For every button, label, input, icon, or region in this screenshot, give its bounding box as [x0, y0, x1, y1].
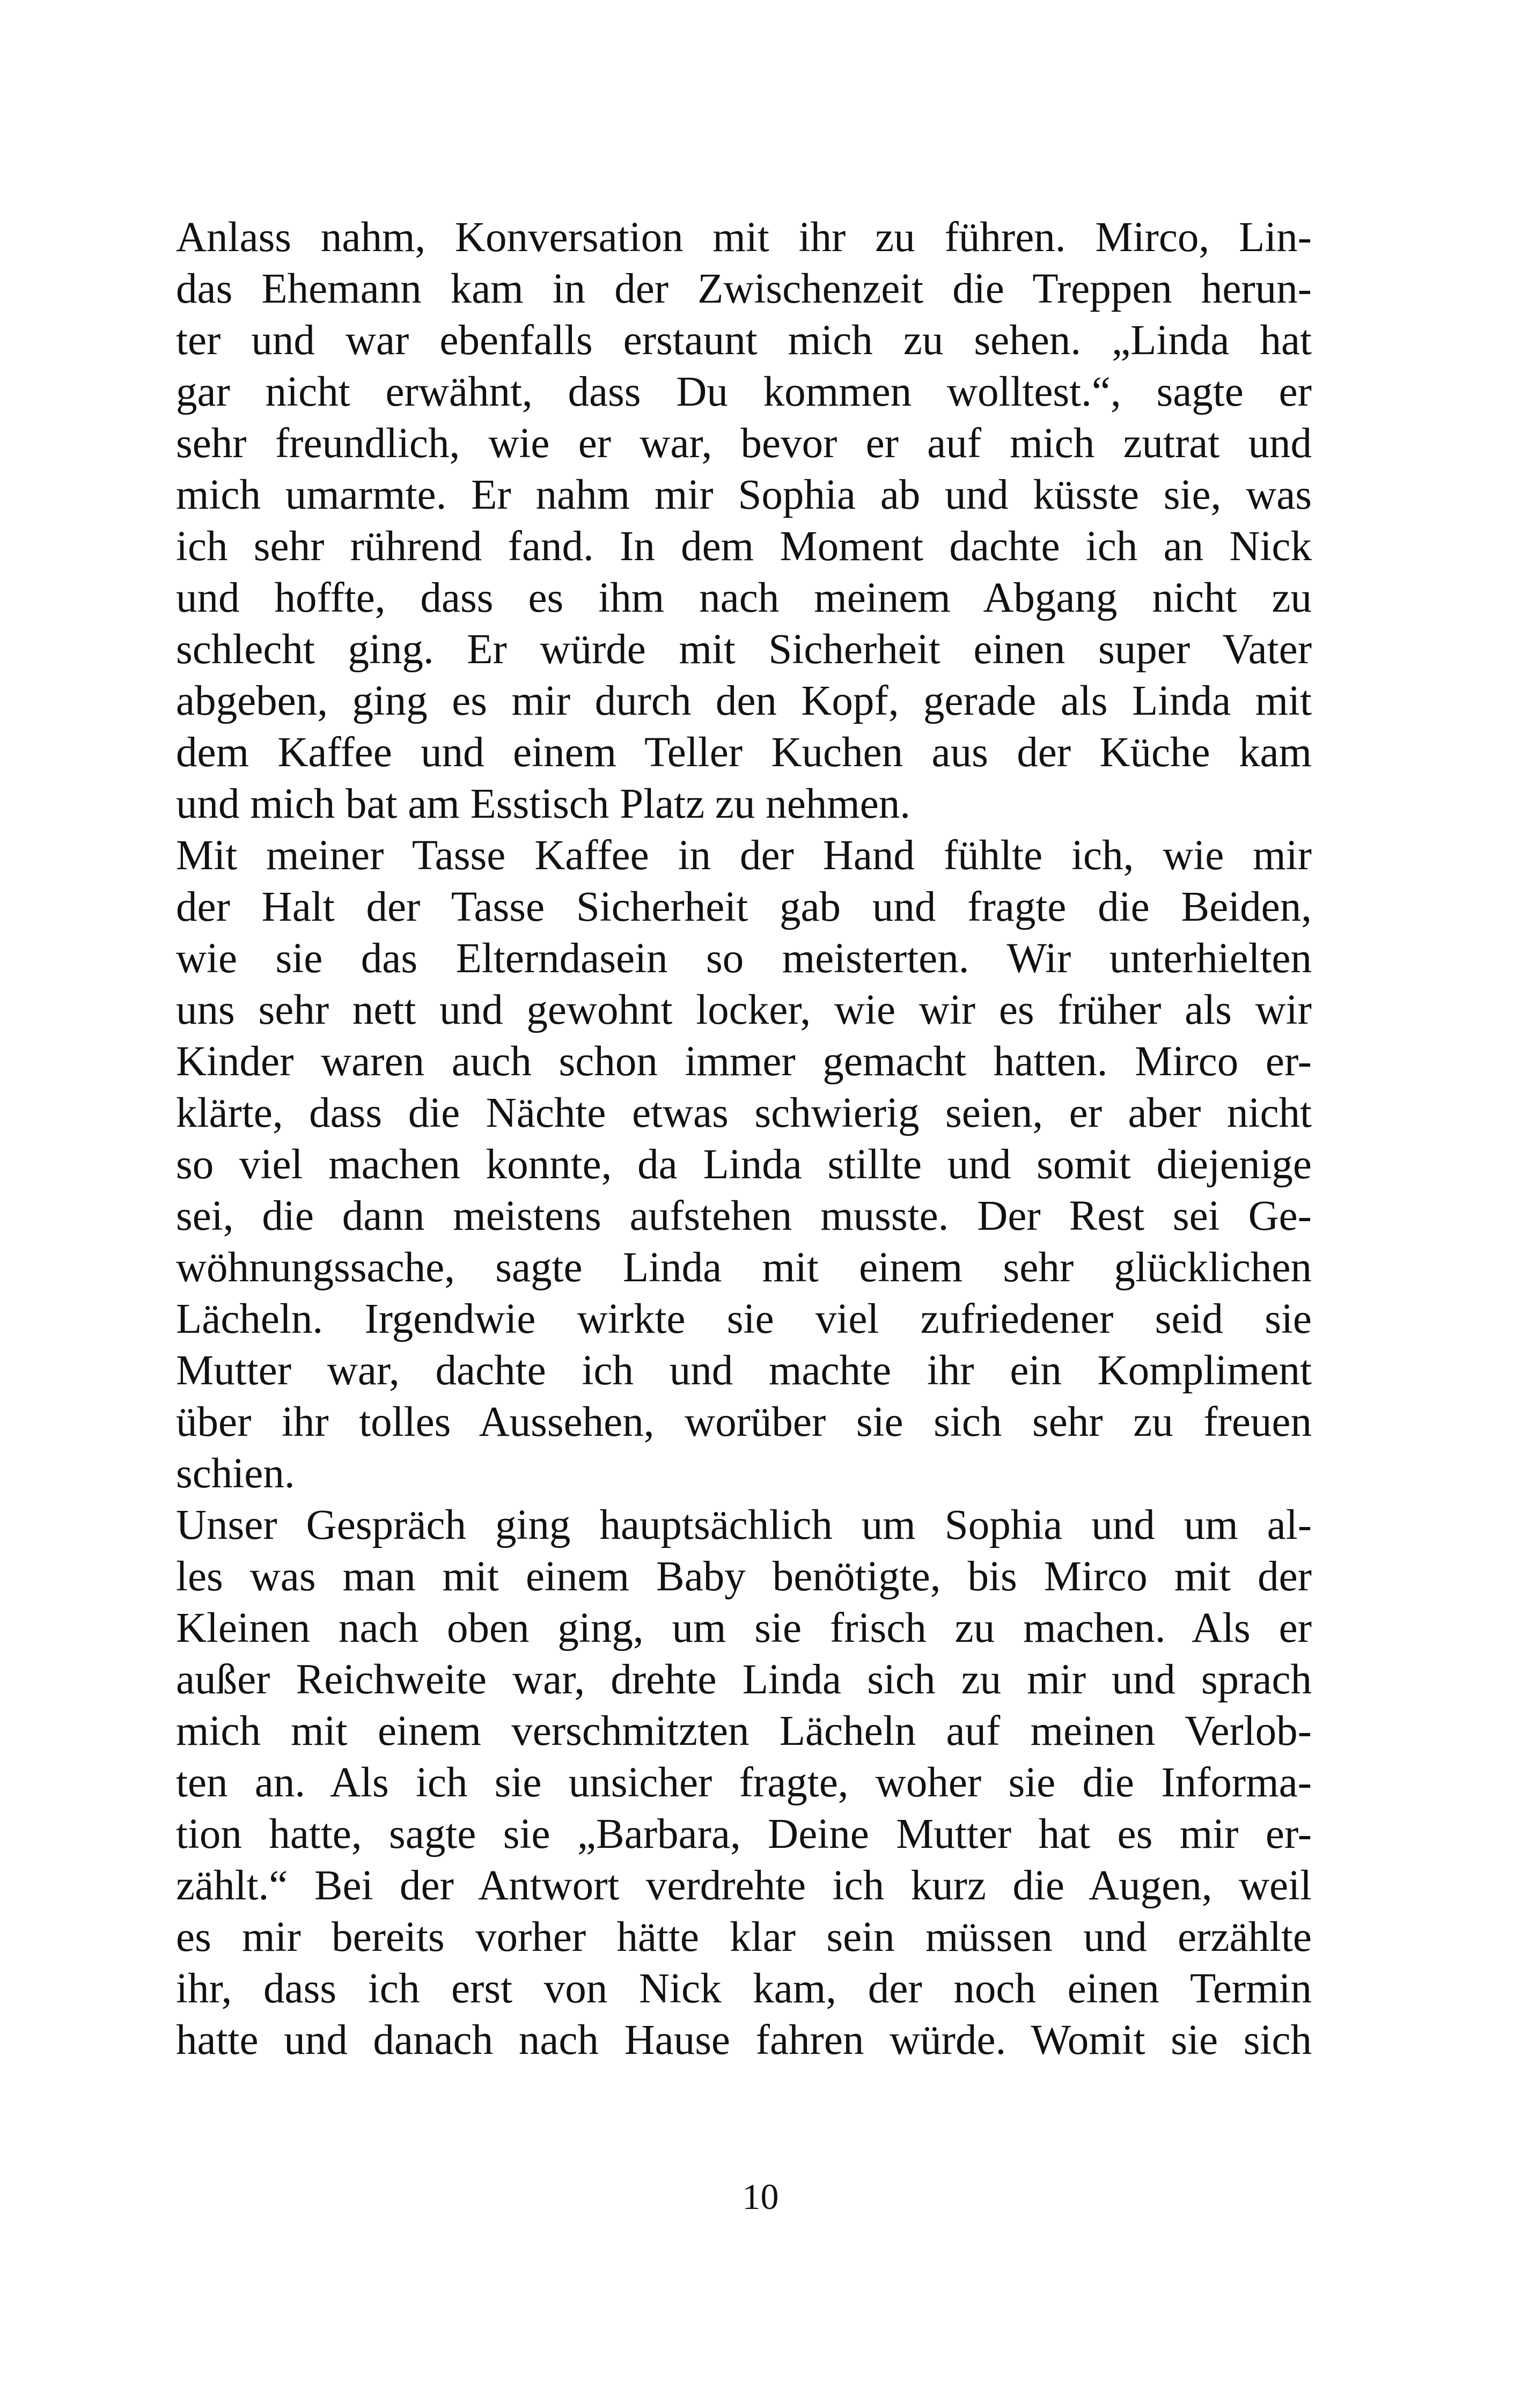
text-line: und mich bat am Esstisch Platz zu nehmen.: [176, 781, 911, 827]
text-line: Kinder waren auch schon immer gemacht hatten. Mirco er-: [176, 1038, 1312, 1085]
text-line: über ihr tolles Aussehen, worüber sie sich sehr zu freuen: [176, 1399, 1312, 1445]
text-line: abgeben, ging es mir durch den Kopf, gerade als Linda mit: [176, 678, 1312, 724]
text-line: dem Kaffee und einem Teller Kuchen aus der Küche kam: [176, 729, 1312, 776]
body-text: [176, 212, 1312, 2066]
text-line: so viel machen konnte, da Linda stillte und somit diejenige: [176, 1141, 1312, 1188]
page-number: 10: [742, 2176, 779, 2217]
text-line: und hoffte, dass es ihm nach meinem Abgang nicht zu: [176, 575, 1312, 621]
text-line: wöhnungssache, sagte Linda mit einem sehr glücklichen: [176, 1244, 1312, 1291]
text-line: wie sie das Elterndasein so meisterten. Wir unterhielten: [176, 935, 1312, 982]
text-line: sehr freundlich, wie er war, bevor er auf mich zutrat und: [176, 420, 1312, 467]
text-line: der Halt der Tasse Sicherheit gab und fragte die Beiden,: [176, 884, 1312, 930]
text-line: zählt.“ Bei der Antwort verdrehte ich kurz die Augen, weil: [176, 1862, 1312, 1909]
text-line: gar nicht erwähnt, dass Du kommen wolltest.“, sagte er: [176, 369, 1312, 415]
text-line: Lächeln. Irgendwie wirkte sie viel zufriedener seid sie: [176, 1296, 1312, 1342]
text-line: Anlass nahm, Konversation mit ihr zu führen. Mirco, Lin-: [176, 214, 1312, 261]
text-line: ter und war ebenfalls erstaunt mich zu sehen. „Linda hat: [176, 317, 1312, 364]
text-line: klärte, dass die Nächte etwas schwierig seien, er aber nicht: [176, 1090, 1312, 1136]
text-line: sei, die dann meistens aufstehen musste. Der Rest sei Ge-: [176, 1193, 1312, 1239]
text-line: Kleinen nach oben ging, um sie frisch zu machen. Als er: [176, 1605, 1312, 1651]
text-line: hatte und danach nach Hause fahren würde. Womit sie sich: [176, 2017, 1312, 2064]
text-line: ich sehr rührend fand. In dem Moment dachte ich an Nick: [176, 523, 1312, 570]
text-line: es mir bereits vorher hätte klar sein müssen und erzählte: [176, 1914, 1312, 1961]
text-line: das Ehemann kam in der Zwischenzeit die Treppen herun-: [176, 266, 1312, 312]
text-line: außer Reichweite war, drehte Linda sich zu mir und sprach: [176, 1656, 1312, 1703]
text-line: Unser Gespräch ging hauptsächlich um Sophia und um al-: [176, 1502, 1312, 1548]
text-line: ten an. Als ich sie unsicher fragte, woher sie die Informa-: [176, 1759, 1312, 1806]
text-line: schien.: [176, 1450, 295, 1497]
text-line: tion hatte, sagte sie „Barbara, Deine Mutter hat es mir er-: [176, 1811, 1312, 1858]
text-line: uns sehr nett und gewohnt locker, wie wir es früher als wir: [176, 987, 1312, 1033]
text-line: ihr, dass ich erst von Nick kam, der noch einen Termin: [176, 1965, 1312, 2012]
text-line: Mutter war, dachte ich und machte ihr ein Kompliment: [176, 1347, 1312, 1394]
text-line: mich umarmte. Er nahm mir Sophia ab und küsste sie, was: [176, 472, 1312, 518]
text-line: les was man mit einem Baby benötigte, bis Mirco mit der: [176, 1553, 1312, 1600]
text-line: mich mit einem verschmitzten Lächeln auf meinen Verlob-: [176, 1708, 1312, 1754]
text-line: schlecht ging. Er würde mit Sicherheit einen super Vater: [176, 626, 1312, 673]
text-line: Mit meiner Tasse Kaffee in der Hand fühlte ich, wie mir: [176, 832, 1312, 879]
